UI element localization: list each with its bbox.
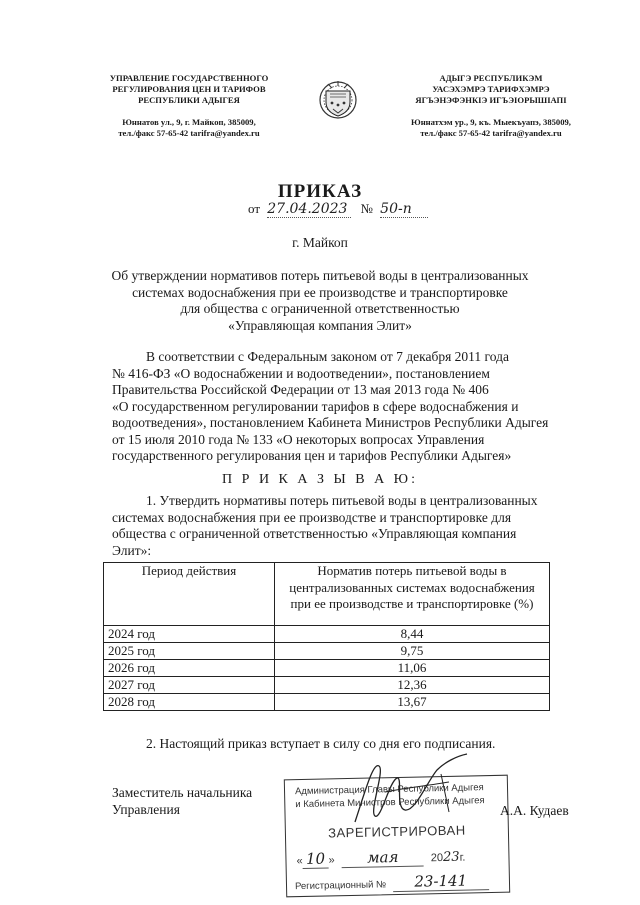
- table-row: [104, 626, 550, 643]
- preamble: [112, 349, 550, 465]
- period-cell: 2024 год: [104, 626, 275, 643]
- col-header-norm-line: Норматив потерь питьевой воды в: [317, 563, 507, 578]
- stamp-authority-line1: Администрация Главы Республики Адыгея: [294, 782, 484, 798]
- org-name-ady-line3: ЯГЪЭНЭФЭНКІЭ ИГЪЭІОРЫШІАПІ: [415, 95, 567, 105]
- stamp-reg-number: [295, 871, 489, 894]
- coat-of-arms-emblem: [318, 78, 358, 124]
- loss-norms-table: [103, 562, 550, 711]
- period-cell: 2028 год: [104, 694, 275, 711]
- preamble-line: от 15 июля 2010 года № 133 «О некоторых вопросах Управления: [112, 431, 485, 447]
- org-name-ady-line2: УАСЭХЭМРЭ ТАРИФХЭМРЭ: [432, 84, 550, 94]
- handwritten-signature: [345, 752, 475, 830]
- preamble-line: «О государственном регулировании тарифов в сфере водоснабжения и: [112, 398, 519, 414]
- period-cell: 2027 год: [104, 677, 275, 694]
- period-cell: 2026 год: [104, 660, 275, 677]
- address-ru: Юннатов ул., 9, г. Майкоп, 385009,: [122, 117, 256, 127]
- signature-position-line1: Заместитель начальника: [112, 785, 253, 800]
- stamp-year-suffix: г.: [459, 851, 466, 864]
- address-ady: Юннатхэм ур., 9, къ. Мыекъуапэ, 385009,: [411, 117, 571, 127]
- signatory-name: А.А. Кудаев: [500, 803, 569, 818]
- stamp-year-handwritten: 23: [442, 849, 460, 866]
- col-header-norm-line: централизованных системах водоснабжения: [289, 579, 535, 595]
- stamp-year-prefix: 20: [430, 852, 444, 865]
- stamp-date: [296, 847, 465, 870]
- stamp-month-handwritten: мая: [342, 847, 424, 868]
- preamble-line: В соответствии с Федеральным законом от 7 декабря 2011 года: [146, 349, 509, 364]
- org-name-ru-line3: РЕСПУБЛИКИ АДЫГЕЯ: [138, 95, 240, 105]
- subject-line: «Управляющая компания Элит»: [228, 317, 412, 333]
- item-2: 2. Настоящий приказ вступает в силу со дня его подписания.: [146, 736, 496, 751]
- col-header-norm-line: при ее производстве и транспортировке (%): [290, 596, 534, 611]
- norm-value-cell: 11,06: [275, 660, 550, 677]
- header-left: [82, 73, 296, 139]
- stamp-reg-number-handwritten: 23-141: [393, 871, 489, 892]
- stamp-registered-label: ЗАРЕГИСТРИРОВАН: [328, 822, 466, 841]
- order-directive-heading: П Р И К А З Ы В А Ю:: [222, 472, 418, 487]
- item-1-line: 1. Утвердить нормативы потерь питьевой воды в централизованных: [146, 493, 538, 508]
- preamble-line: Правительства Российской Федерации от 13 мая 2013 года № 406: [112, 382, 489, 397]
- item-1-line: системах водоснабжения при ее производстве и транспортировке для: [112, 509, 512, 525]
- org-name-ru-line1: УПРАВЛЕНИЕ ГОСУДАРСТВЕННОГО: [109, 73, 269, 83]
- subject-line: Об утверждении нормативов потерь питьевой воды в централизованных: [111, 268, 529, 283]
- stamp-day-handwritten: 10: [302, 849, 328, 869]
- norm-value-cell: 13,67: [275, 694, 550, 711]
- city: г. Майкоп: [292, 235, 348, 250]
- stamp-open-quote: «: [296, 854, 303, 868]
- handwritten-number: 50-п: [380, 201, 428, 218]
- period-cell: 2025 год: [104, 643, 275, 660]
- signature-position-line2: Управления: [112, 801, 180, 817]
- handwritten-date: 27.04.2023: [267, 201, 351, 218]
- table-row: [104, 677, 550, 694]
- norm-value-cell: 8,44: [275, 626, 550, 643]
- col-header-period: Период действия: [104, 563, 275, 626]
- header-right: [380, 73, 602, 139]
- subject-line: системах водоснабжения при ее производстве и транспортировке: [132, 284, 508, 300]
- org-name-ady-line1: АДЫГЭ РЕСПУБЛИКЭМ: [439, 73, 543, 83]
- subject-line: для общества с ограниченной ответственностью: [180, 301, 460, 316]
- stamp-close-quote: »: [328, 854, 335, 867]
- norm-value-cell: 9,75: [275, 643, 550, 660]
- table-row: [104, 660, 550, 677]
- col-header-norm: [275, 563, 550, 626]
- document-title: ПРИКАЗ: [277, 181, 363, 202]
- norm-value-cell: 12,36: [275, 677, 550, 694]
- contacts-ady: тел./факс 57-65-42 tarifra@yandex.ru: [420, 128, 562, 138]
- org-name-ru-line2: РЕГУЛИРОВАНИЯ ЦЕН И ТАРИФОВ: [112, 84, 266, 94]
- item-1-line: общества с ограниченной ответственностью «Управляющая компания: [112, 526, 517, 541]
- preamble-line: водоотведения», постановлением Кабинета Министров Республики Адыгея: [112, 415, 549, 430]
- order-subject: [90, 268, 550, 334]
- table-row: [104, 643, 550, 660]
- table-row: [104, 694, 550, 711]
- table-header-row: [104, 563, 550, 626]
- date-prefix: от: [248, 201, 261, 216]
- preamble-line: государственного регулирования цен и тарифов Республики Адыгея»: [112, 448, 512, 463]
- item-1: [112, 493, 550, 559]
- signature-position: [112, 785, 252, 818]
- stamp-reg-label: Регистрационный №: [294, 879, 387, 893]
- number-prefix: №: [360, 201, 373, 216]
- contacts-ru: тел./факс 57-65-42 tarifra@yandex.ru: [118, 128, 260, 138]
- item-1-line: Элит»:: [112, 542, 152, 558]
- stamp-authority-line2: и Кабинета Министров Республики Адыгея: [295, 795, 485, 811]
- order-date-line: [248, 201, 428, 218]
- preamble-line: № 416-ФЗ «О водоснабжении и водоотведении», постановлением: [112, 365, 490, 381]
